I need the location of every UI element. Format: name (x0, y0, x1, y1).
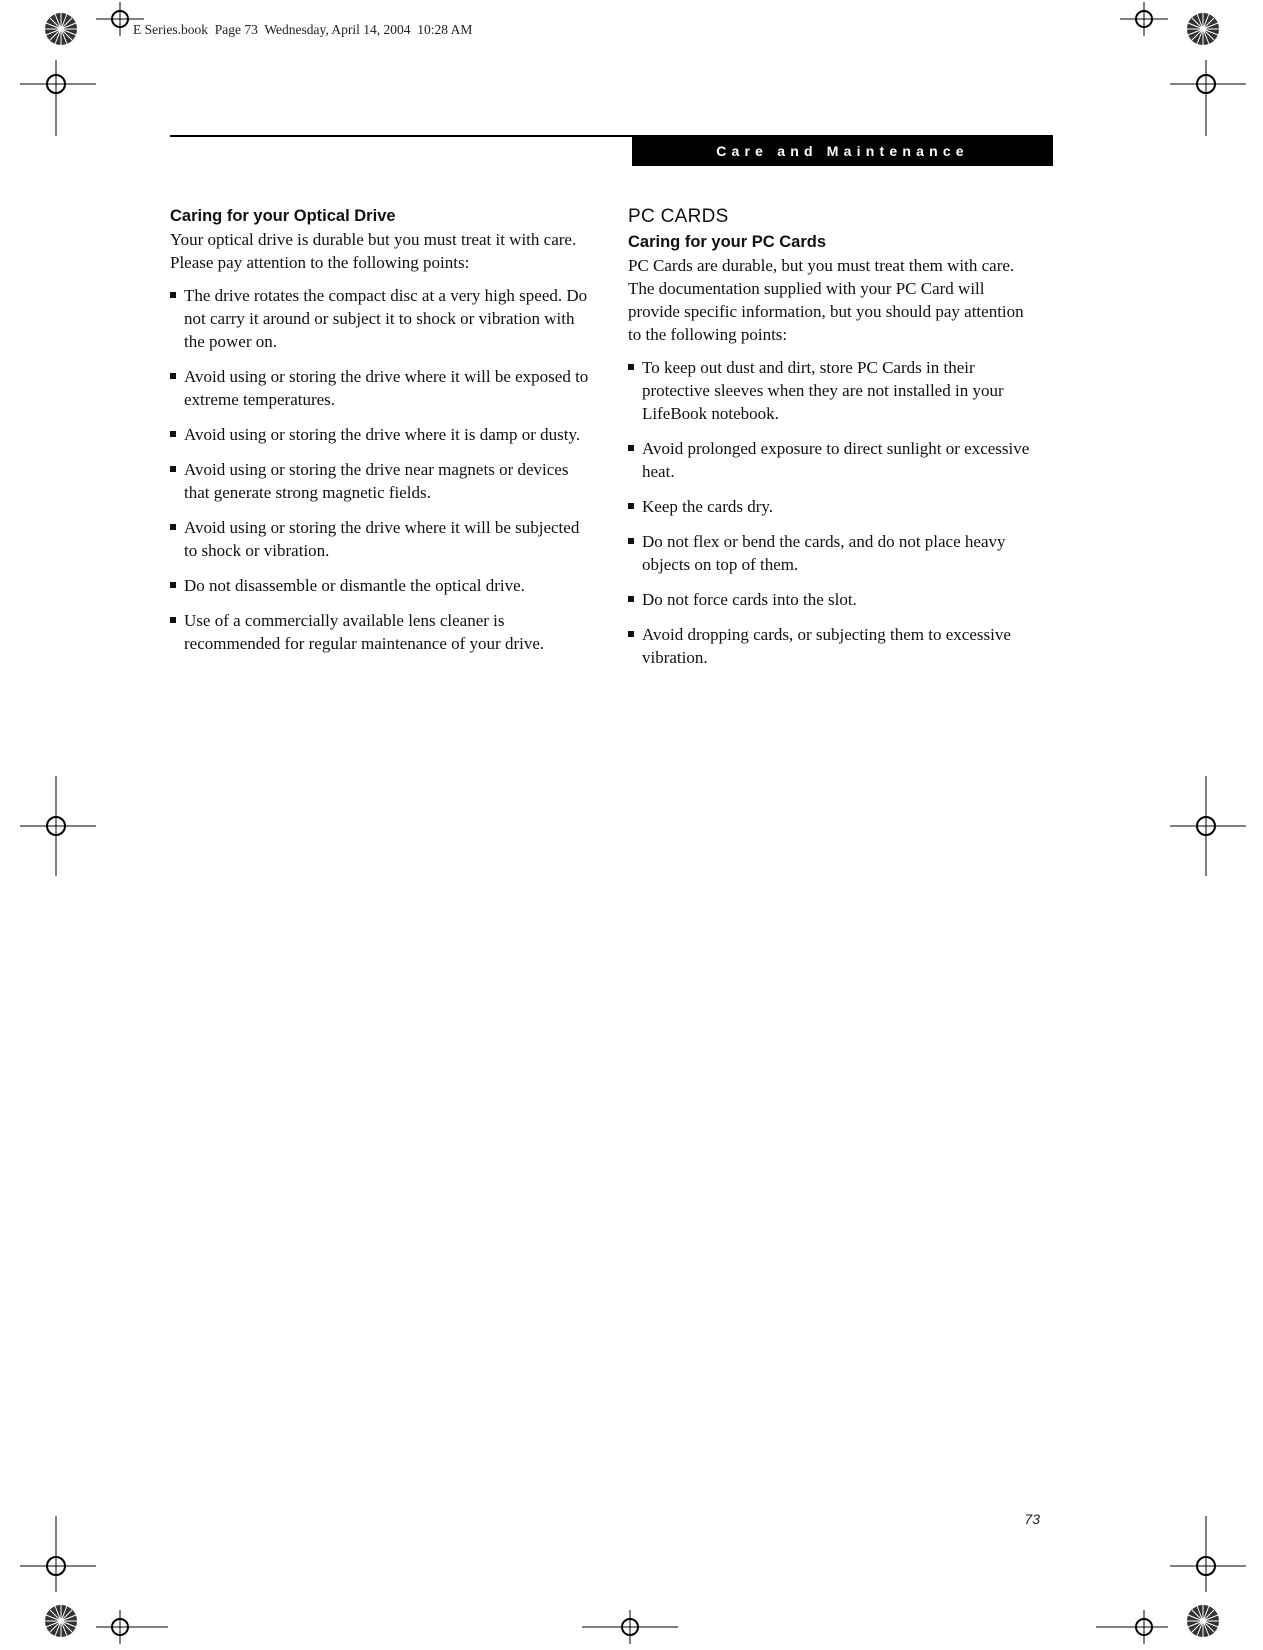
list-item: Avoid prolonged exposure to direct sunlight or excessive heat. (628, 437, 1038, 483)
crosshair-icon (1170, 60, 1246, 136)
bullet-icon (170, 292, 176, 298)
section-title: PC CARDS (628, 206, 729, 227)
section-heading: Caring for your Optical Drive (170, 207, 396, 225)
right-column (628, 204, 1038, 681)
list-item: Do not flex or bend the cards, and do not place heavy objects on top of them. (628, 530, 1038, 576)
crosshair-icon (20, 1516, 96, 1592)
list-item: The drive rotates the compact disc at a very high speed. Do not carry it around or subject it to shock or vibration with the power on. (170, 284, 590, 353)
list-item: Avoid dropping cards, or subjecting them to excessive vibration. (628, 623, 1038, 669)
running-header (632, 135, 1053, 166)
bullet-icon (628, 503, 634, 509)
registration-mark-icon (1186, 12, 1220, 46)
crosshair-icon (1120, 2, 1168, 36)
bullet-list (170, 284, 590, 655)
registration-mark-icon (44, 1604, 78, 1638)
crosshair-icon (96, 1610, 168, 1644)
intro-paragraph: PC Cards are durable, but you must treat them with care. The documentation supplied with your PC Card will provide specific information, but you should pay attention to the following points: (628, 256, 1024, 344)
print-slug: E Series.book Page 73 Wednesday, April 14, 2004 10:28 AM (133, 22, 473, 37)
list-item: Avoid using or storing the drive where it will be exposed to extreme temperatures. (170, 365, 590, 411)
bullet-icon (628, 538, 634, 544)
list-item: Keep the cards dry. (628, 495, 1038, 518)
list-item: Do not disassemble or dismantle the optical drive. (170, 574, 590, 597)
crosshair-icon (1170, 1516, 1246, 1592)
bullet-icon (628, 631, 634, 637)
running-header-title: Care and Maintenance (716, 142, 969, 159)
bullet-icon (628, 364, 634, 370)
header-rule (170, 135, 632, 137)
crosshair-icon (20, 776, 96, 876)
intro-paragraph: Your optical drive is durable but you must treat it with care. Please pay attention to the following points: (170, 230, 577, 272)
registration-mark-icon (1186, 1604, 1220, 1638)
crosshair-icon (1096, 1610, 1168, 1644)
list-item: Avoid using or storing the drive where it will be subjected to shock or vibration. (170, 516, 590, 562)
bullet-icon (170, 466, 176, 472)
bullet-icon (628, 445, 634, 451)
list-item: To keep out dust and dirt, store PC Cards in their protective sleeves when they are not installed in your LifeBook notebook. (628, 356, 1038, 425)
crosshair-icon (96, 2, 144, 36)
bullet-icon (628, 596, 634, 602)
bullet-icon (170, 431, 176, 437)
list-item: Avoid using or storing the drive where it is damp or dusty. (170, 423, 590, 446)
bullet-icon (170, 582, 176, 588)
bullet-list (628, 356, 1038, 669)
bullet-icon (170, 373, 176, 379)
crosshair-icon (582, 1610, 678, 1644)
crosshair-icon (1170, 776, 1246, 876)
page-number: 73 (1024, 1511, 1040, 1527)
section-heading: Caring for your PC Cards (628, 233, 827, 251)
bullet-icon (170, 617, 176, 623)
list-item: Avoid using or storing the drive near magnets or devices that generate strong magnetic fields. (170, 458, 590, 504)
list-item: Use of a commercially available lens cleaner is recommended for regular maintenance of your drive. (170, 609, 590, 655)
left-column (170, 204, 590, 667)
bullet-icon (170, 524, 176, 530)
registration-mark-icon (44, 12, 78, 46)
list-item: Do not force cards into the slot. (628, 588, 1038, 611)
crosshair-icon (20, 60, 96, 136)
